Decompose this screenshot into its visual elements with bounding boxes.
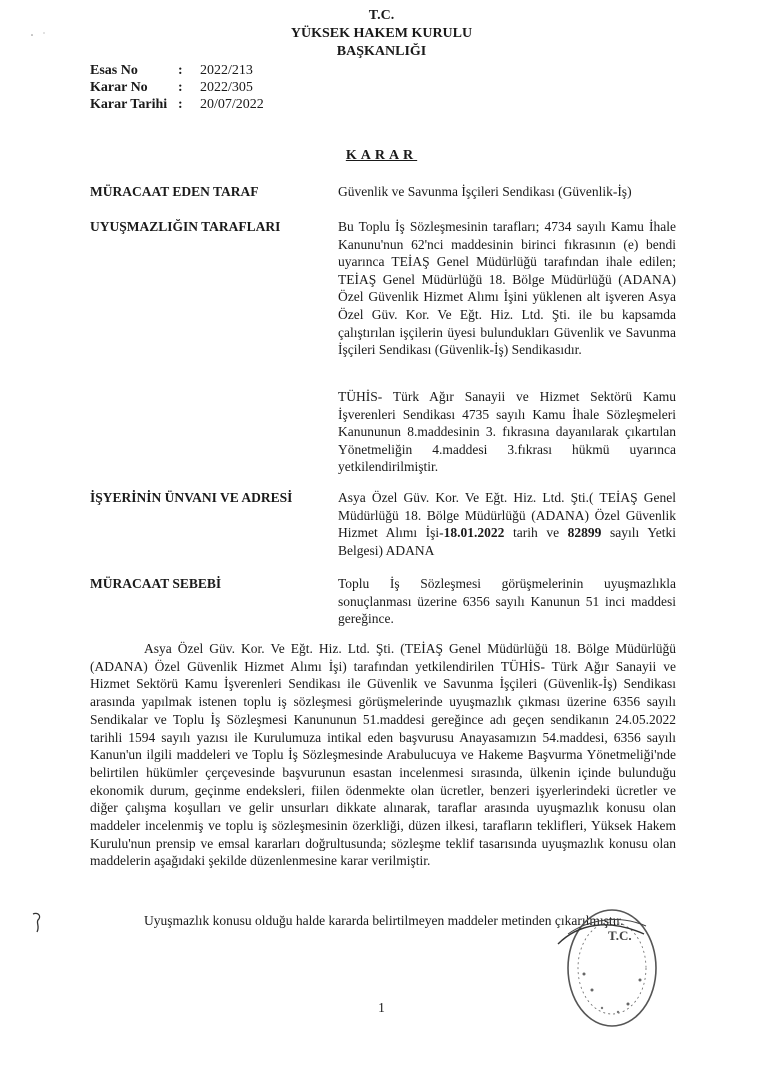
meta-value: 2022/305 bbox=[200, 80, 253, 95]
workplace-text-b: tarih ve bbox=[504, 525, 568, 541]
header-presidency: BAŞKANLIĞI bbox=[336, 44, 427, 59]
meta-key: Karar No bbox=[90, 80, 148, 95]
meta-key: Karar Tarihi bbox=[90, 97, 168, 112]
workplace-text-a: Asya Özel Güv. Kor. Ve Eğt. Hiz. Ltd. Şti.( TEİAŞ Genel Müdürlüğü 18. Bölge Müdürlüğü (ADANA) Özel Güvenlik Hizmet Alımı İşi- bbox=[338, 490, 676, 541]
applicant-text: Güvenlik ve Savunma İşçileri Sendikası (Güvenlik-İş) bbox=[338, 184, 632, 199]
meta-row-date bbox=[90, 96, 264, 113]
svg-text:T.C.: T.C. bbox=[608, 928, 632, 943]
applicant-label: MÜRACAAT EDEN TARAF bbox=[90, 184, 259, 199]
workplace-date: 18.01.2022 bbox=[443, 525, 505, 541]
parties-label: UYUŞMAZLIĞIN TARAFLARI bbox=[90, 219, 281, 234]
meta-key: Esas No bbox=[90, 63, 138, 78]
meta-colon: : bbox=[178, 63, 183, 78]
reason-label: MÜRACAAT SEBEBİ bbox=[90, 576, 222, 591]
official-seal bbox=[548, 904, 660, 1036]
reason-text: Toplu İş Sözleşmesi görüşmelerinin uyuşmazlıkla sonuçlanması üzerine 6356 sayılı Kanunun 51 inci maddesi gereğince. bbox=[338, 576, 676, 627]
workplace-number: 82899 bbox=[567, 525, 602, 541]
workplace-text-c: sayılı Yetki Belgesi) ADANA bbox=[338, 525, 676, 558]
meta-colon: : bbox=[178, 80, 183, 95]
case-metadata bbox=[90, 62, 264, 113]
body-paragraph-2: Uyuşmazlık konusu olduğu halde kararda belirtilmeyen maddeler metinden çıkarılmıştır. bbox=[144, 913, 624, 928]
page-number: 1 bbox=[378, 1000, 385, 1015]
workplace-text bbox=[338, 489, 676, 559]
meta-row-esas bbox=[90, 62, 264, 79]
meta-value: 20/07/2022 bbox=[200, 97, 264, 112]
body-paragraph-1: Asya Özel Güv. Kor. Ve Eğt. Hiz. Ltd. Şti. (TEİAŞ Genel Müdürlüğü 18. Bölge Müdürlüğü (ADANA) Özel Güvenlik Hizmet Alımı İşi) tarafından yetkilendirilen TÜHİS- Türk Ağır Sanayii ve Hizmet Sektörü Kamu İşverenleri Sendikası ile Güvenlik ve Savunma İşçileri (Güvenlik-İş) Sendikası arasında yapılmak istenen toplu iş sözleşmesi görüşmelerinde uyuşmazlık çıkması üzerine 6356 sayılı Sendikalar ve Toplu İş Sözleşmesi Kanununun 51.maddesi gereğince adı geçen sendikanın 24.05.2022 tarihli 1594 sayılı yazısı ile Kurulumuza intikal eden başvurusu Anayasamızın 54.maddesi, 6356 sayılı Kanun'un ilgili maddeleri ve Toplu İş Sözleşmesinde Arabulucuya ve Hakeme Başvurma Yönetmeliği'nde belirtilen hükümler çerçevesinde başvurunun esastan incelenmesi sırasında, ülkenin içinde bulunduğu ekonomik durum, geçinme endeksleri, fiilen ödenmekte olan ücretler, benzeri işyerlerindeki ücretler ve diğer çalışma koşulları ve gelir unsurları dikkate alınarak, taraflar arasında uyuşmazlık konusu olan maddeler incelenmiş ve toplu iş sözleşmesinin özerkliği, düzen ilkesi, tarafların teklifleri, Yüksek Hakem Kurulu'nun prensip ve emsal kararları doğrultusunda; sözleşme teklif tasarısında uyuşmazlık konusu olan maddelerin aşağıdaki şekilde düzenlenmesine karar verilmiştir. bbox=[90, 641, 676, 869]
header-country: T.C. bbox=[368, 8, 395, 23]
meta-colon: : bbox=[178, 97, 183, 112]
header-institution: YÜKSEK HAKEM KURULU bbox=[290, 26, 473, 41]
document-title: KARAR bbox=[345, 148, 418, 163]
workplace-label: İŞYERİNİN ÜNVANI VE ADRESİ bbox=[90, 490, 293, 505]
handwritten-mark bbox=[30, 910, 48, 934]
parties-text-1: Bu Toplu İş Sözleşmesinin tarafları; 4734 sayılı Kamu İhale Kanunu'nun 62'nci maddesinin birinci fıkrasının (e) bendi uyarınca TEİAŞ Genel Müdürlüğü tarafından ihale edilen; TEİAŞ Genel Müdürlüğü 18. Bölge Müdürlüğü (ADANA) Özel Güvenlik Hizmet Alımı İşini yüklenen alt işveren Asya Özel Güv. Kor. Ve Eğt. Hiz. Ltd. Şti. ile bu kapsamda çalıştırılan işçilerin üyesi bulundukları Güvenlik ve Savunma İşçileri Sendikası (Güvenlik-İş) Sendikasıdır. bbox=[338, 219, 676, 358]
meta-row-karar bbox=[90, 79, 264, 96]
parties-text-2: TÜHİS- Türk Ağır Sanayii ve Hizmet Sektörü Kamu İşverenleri Sendikası 4735 sayılı Kamu İhale Sözleşmeleri Kanununun 8.maddesinin 3. fıkrasına dayanılarak çıkartılan Yönetmeliğin 4.maddesi 3.fıkrası hükmü uyarınca yetkilendirilmiştir. bbox=[338, 389, 676, 475]
meta-value: 2022/213 bbox=[200, 63, 253, 78]
